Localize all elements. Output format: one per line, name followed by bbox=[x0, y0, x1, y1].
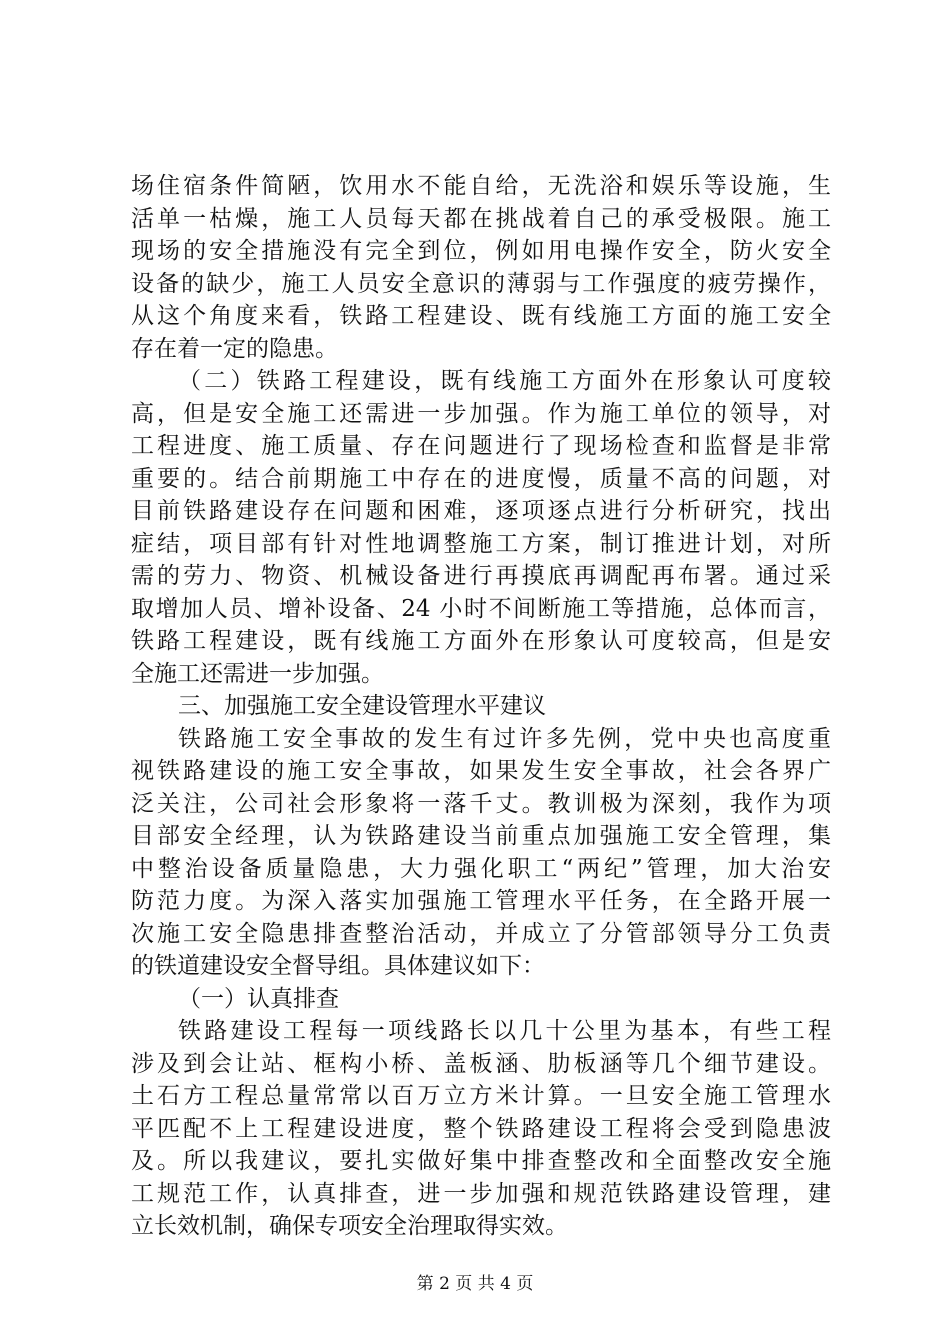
text-line: 的铁道建设安全督导组。具体建议如下： bbox=[131, 953, 545, 979]
text-line: 工程进度、施工质量、存在问题进行了现场检查和监督是非常 bbox=[131, 433, 831, 459]
text-line: 中整治设备质量隐患，大力强化职工“两纪”管理，加大治安 bbox=[131, 855, 831, 882]
page-number-footer: 第 2 页 共 4 页 bbox=[416, 1274, 534, 1294]
text-line: 涉及到会让站、框构小桥、盖板涵、肋板涵等几个细节建设。 bbox=[131, 1050, 831, 1077]
document-body bbox=[131, 170, 831, 1243]
text-line: 场住宿条件简陋，饮用水不能自给，无洗浴和娱乐等设施，生 bbox=[131, 173, 831, 199]
text-line: 土石方工程总量常常以百万立方米计算。一旦安全施工管理水 bbox=[131, 1083, 831, 1109]
text-line: 症结，项目部有针对性地调整施工方案，制订推进计划，对所 bbox=[131, 530, 831, 557]
text-line: 立长效机制，确保专项安全治理取得实效。 bbox=[131, 1213, 568, 1239]
text-line: 全施工还需进一步加强。 bbox=[131, 660, 384, 687]
text-line: 目前铁路建设存在问题和困难，逐项逐点进行分析研究，找出 bbox=[131, 498, 831, 524]
text-line: 视铁路建设的施工安全事故，如果发生安全事故，社会各界广 bbox=[131, 758, 831, 784]
text-line: 从这个角度来看，铁路工程建设、既有线施工方面的施工安全 bbox=[131, 303, 831, 329]
text-line: 目部安全经理，认为铁路建设当前重点加强施工安全管理，集 bbox=[131, 823, 831, 849]
text-line: 平匹配不上工程建设进度，整个铁路建设工程将会受到隐患波 bbox=[131, 1115, 831, 1142]
text-line: 设备的缺少，施工人员安全意识的薄弱与工作强度的疲劳操作， bbox=[131, 270, 831, 297]
text-line: （二）铁路工程建设，既有线施工方面外在形象认可度较 bbox=[178, 368, 831, 394]
text-line: 需的劳力、物资、机械设备进行再摸底再调配再布署。通过采 bbox=[131, 563, 831, 589]
text-line: 次施工安全隐患排查整治活动，并成立了分管部领导分工负责 bbox=[131, 920, 831, 947]
text-line: 防范力度。为深入落实加强施工管理水平任务，在全路开展一 bbox=[131, 888, 831, 914]
text-line: 工规范工作，认真排查，进一步加强和规范铁路建设管理，建 bbox=[131, 1180, 831, 1207]
text-line: 铁路工程建设，既有线施工方面外在形象认可度较高，但是安 bbox=[131, 628, 831, 654]
text-line: 铁路施工安全事故的发生有过许多先例，党中央也高度重 bbox=[178, 725, 831, 752]
text-line: 现场的安全措施没有完全到位，例如用电操作安全，防火安全 bbox=[131, 238, 831, 264]
text-line: 及。所以我建议，要扎实做好集中排查整改和全面整改安全施 bbox=[131, 1148, 831, 1174]
text-line: 活单一枯燥，施工人员每天都在挑战着自己的承受极限。施工 bbox=[131, 205, 831, 232]
text-line: 存在着一定的隐患。 bbox=[131, 335, 338, 362]
text-line: 高，但是安全施工还需进一步加强。作为施工单位的领导，对 bbox=[131, 400, 831, 427]
text-line: 泛关注，公司社会形象将一落千丈。教训极为深刻，我作为项 bbox=[131, 790, 831, 817]
section-heading: 三、加强施工安全建设管理水平建议 bbox=[178, 693, 546, 719]
text-line: 铁路建设工程每一项线路长以几十公里为基本，有些工程 bbox=[178, 1018, 831, 1044]
text-line: 取增加人员、增补设备、24 小时不间断施工等措施，总体而言， bbox=[131, 595, 831, 622]
subsection-heading: （一）认真排查 bbox=[178, 985, 339, 1012]
text-line: 重要的。结合前期施工中存在的进度慢，质量不高的问题，对 bbox=[131, 465, 831, 492]
